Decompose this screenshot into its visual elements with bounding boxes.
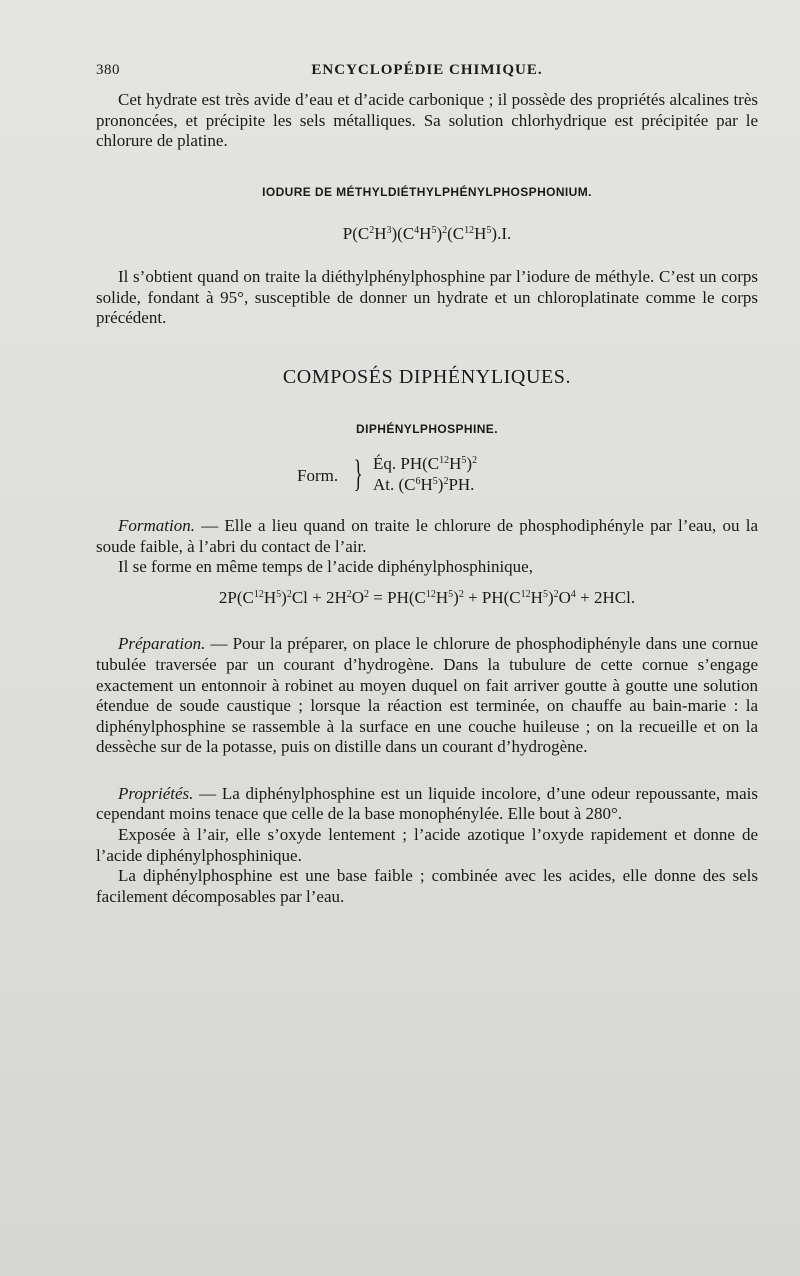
paragraph-preparation: Préparation. — Pour la préparer, on place le chlorure de phosphodiphényle dans une cornue tubulée traversée par un courant d’hydrogène. Dans la tubulure de cette cornue s’engage exactement un entonnoir à robinet au moyen duquel on fait arriver goutte à goutte une solution étendue de soude caustique ; lorsque la réaction est terminée, on chauffe au bain-marie : la diphénylphosphine se rassemble à la surface en une couche huileuse ; on la recueille et on la dessèche sur de la potasse, puis on distille dans un courant d’hydrogène. xyxy=(96,634,758,757)
paragraph-base-faible: La diphénylphosphine est une base faible ; combinée avec les acides, elle donne des sels facilement décomposables par l’eau. xyxy=(96,866,758,906)
formula-block xyxy=(277,454,577,498)
page-header xyxy=(96,62,758,84)
proprietes-label: Propriétés. xyxy=(118,783,194,803)
paragraph-iodure: Il s’obtient quand on traite la diéthylphénylphosphine par l’iodure de méthyle. C’est un corps solide, fondant à 95°, susceptible de donner un hydrate et un chloroplatinate comme le corps précédent. xyxy=(96,266,758,328)
form-label: Form. xyxy=(297,465,339,485)
paragraph-hydrate: Cet hydrate est très avide d’eau et d’acide carbonique ; il possède des propriétés alcalines très prononcées, et précipite les sels métalliques. Sa solution chlorhydrique est précipitée par le chlorure de platine. xyxy=(96,90,758,151)
paragraph-formation: Formation. — Elle a lieu quand on traite le chlorure de phosphodiphényle par l’eau, ou la soude faible, à l’abri du contact de l’air. xyxy=(96,515,758,556)
paragraph-formation-2: Il se forme en même temps de l’acide diphénylphosphinique, xyxy=(118,557,533,577)
running-title: ENCYCLOPÉDIE CHIMIQUE. xyxy=(311,62,543,78)
formation-label: Formation. xyxy=(118,515,195,535)
formula-equivalent: Éq. $PH(C^{12}H^5)^2$ xyxy=(373,453,478,473)
paragraph-proprietes: Propriétés. — La diphénylphosphine est un liquide incolore, d’une odeur repoussante, mais cependant moins tenace que celle de la base monophénylée. Elle bout à 280°. xyxy=(96,783,758,824)
page-body xyxy=(96,90,758,907)
formula-atomic: At. $(C^6H^5)^2PH$. xyxy=(373,474,475,494)
preparation-label: Préparation. xyxy=(118,634,206,654)
reaction-equation: $2P(C^{12}H^5)^2Cl + 2H^2O^2 = PH(C^{12}H^5)^2 + PH(C^{12}H^5)^2O^4 + 2HCl$. xyxy=(218,587,636,607)
brace-symbol: } xyxy=(353,452,363,495)
heading-iodure: IODURE DE MÉTHYLDIÉTHYLPHÉNYLPHOSPHONIUM. xyxy=(262,184,592,199)
formula-iodure: $P(C^2H^3)(C^4H^5)^2(C^{12}H^5).I$. xyxy=(342,224,512,244)
page-number: 380 xyxy=(96,62,120,78)
paragraph-exposee: Exposée à l’air, elle s’oxyde lentement ; l’acide azotique l’oxyde rapidement et donne de l’acide diphénylphosphinique. xyxy=(96,825,758,865)
section-heading: COMPOSÉS DIPHÉNYLIQUES. xyxy=(282,365,572,388)
heading-diphenylphosphine: DIPHÉNYLPHOSPHINE. xyxy=(356,422,498,437)
